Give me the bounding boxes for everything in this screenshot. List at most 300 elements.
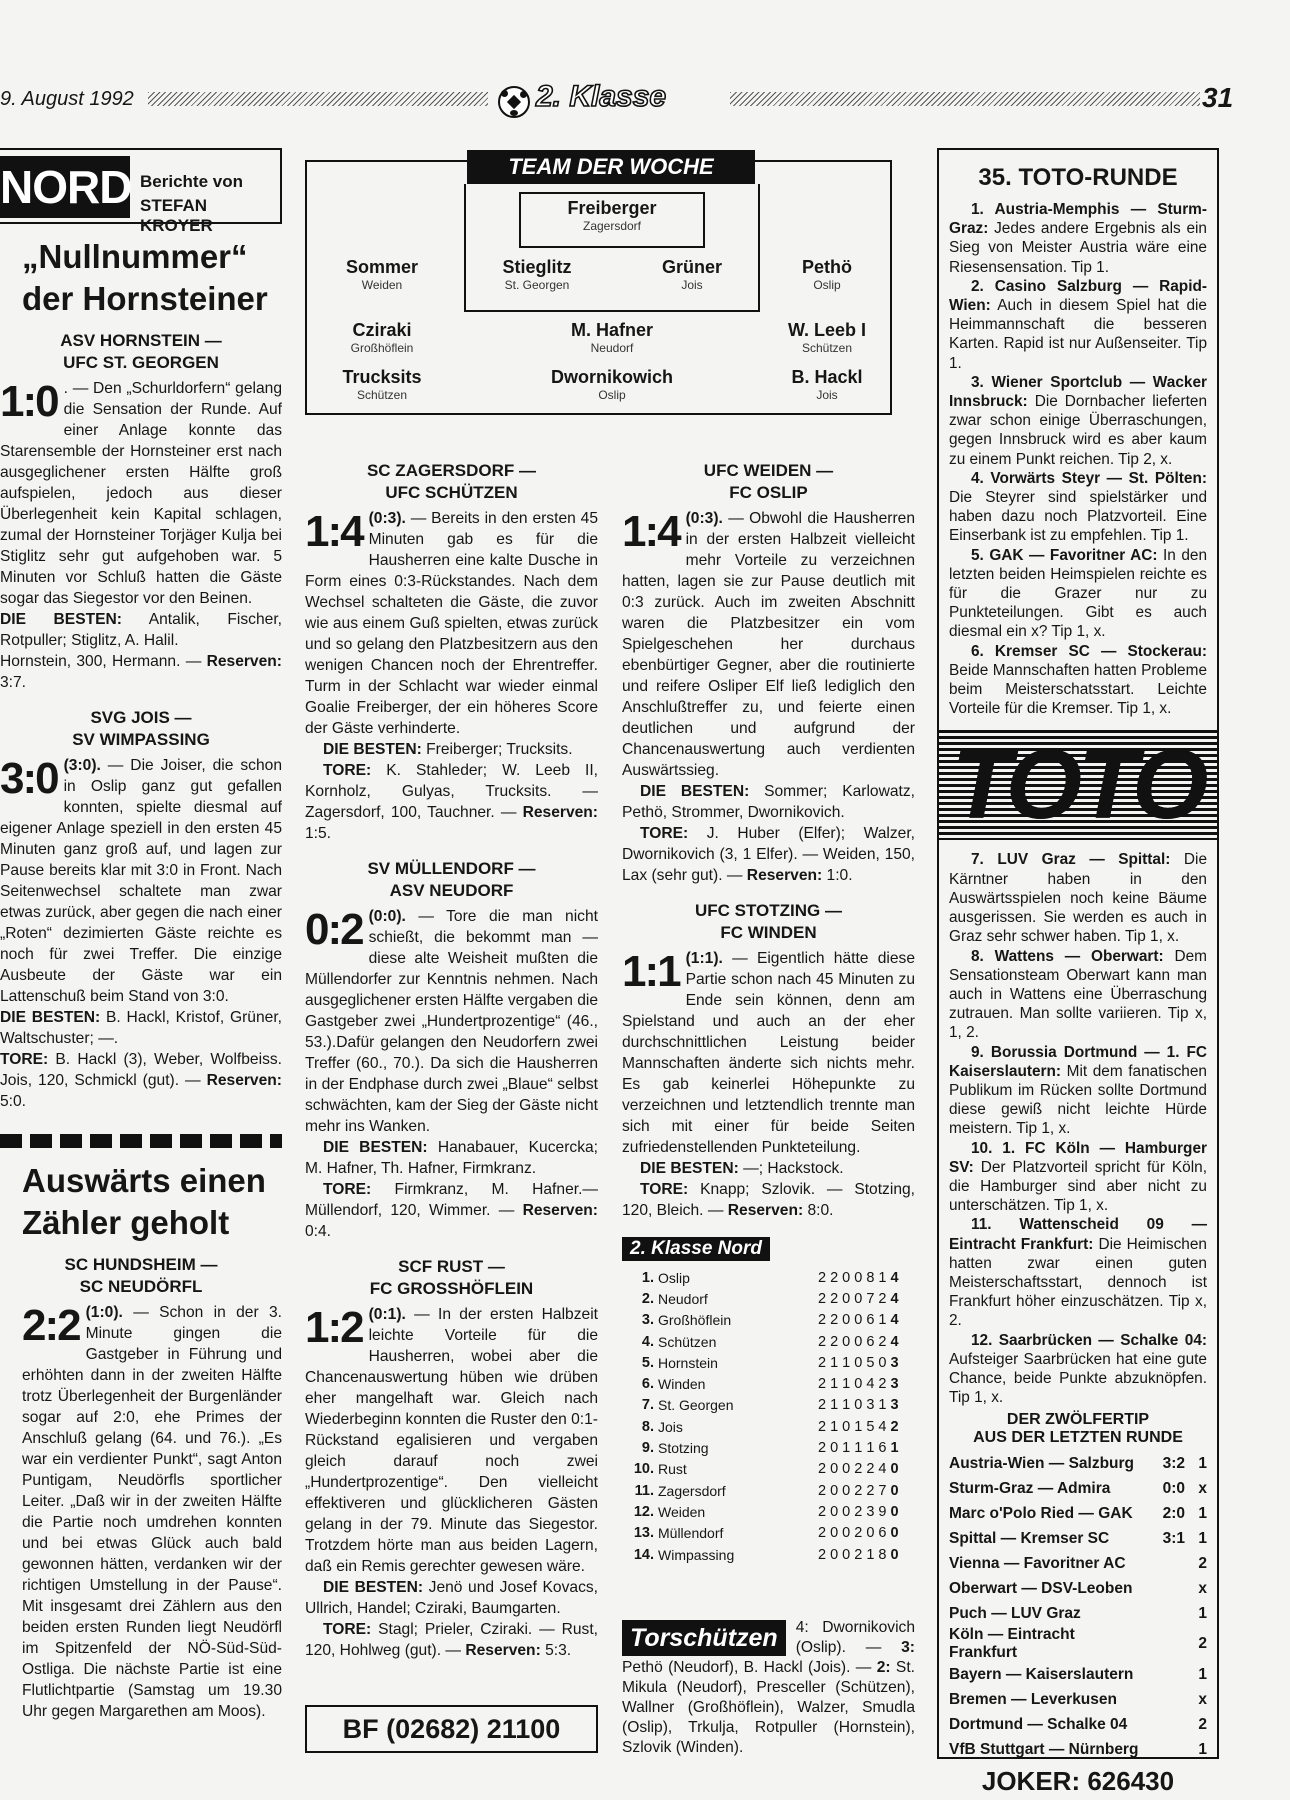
zw-match: Oberwart — DSV-Leoben: [949, 1579, 1133, 1597]
toto-tip-head: 10. 1. FC Köln — Hamburger SV:: [949, 1139, 1207, 1176]
player-club: Großhöflein: [350, 341, 414, 355]
match-8-half: (1:1).: [685, 950, 723, 967]
table-value: 4: [890, 1333, 899, 1350]
match-2-score: 3:0: [0, 754, 58, 803]
table-value: 2: [818, 1418, 827, 1435]
toto-tip-head: 8. Wattens — Oberwart:: [971, 947, 1164, 965]
table-row: [630, 1352, 901, 1373]
table-value: 1: [866, 1440, 875, 1457]
player-club: Weiden: [361, 278, 403, 292]
zw-score: [1145, 1712, 1185, 1737]
table-value: 1: [830, 1397, 839, 1414]
table-value: 0: [854, 1290, 863, 1307]
player-name: Sommer: [345, 257, 419, 277]
zw-row: [949, 1662, 1207, 1687]
toto-tip: [949, 642, 1207, 719]
match-1-res-label: Reserven:: [201, 653, 282, 670]
byline-2: STEFAN KROYER: [140, 196, 213, 235]
match-1-title: ASV HORNSTEIN —: [60, 331, 222, 350]
zw-score: [1145, 1687, 1185, 1712]
toto-tip: [949, 469, 1207, 546]
goalkeeper-box: [519, 192, 705, 248]
table-value: 2: [818, 1290, 827, 1307]
zw-tip: 2: [1198, 1715, 1207, 1733]
match-4-half: (0:3).: [368, 510, 406, 527]
match-1-misc: Hornstein, 300, Hermann. —: [0, 653, 202, 670]
table-value: 0: [854, 1397, 863, 1414]
zw-row: [949, 1451, 1207, 1476]
match-8-best: —; Hackstock.: [738, 1160, 844, 1177]
match-5-res: 0:4.: [305, 1223, 332, 1240]
table-team: Zagersdorf: [658, 1482, 726, 1499]
player-name: Cziraki: [352, 320, 412, 340]
table-value: 1: [842, 1397, 851, 1414]
table-pos: 1.: [641, 1269, 654, 1286]
table-value: 2: [818, 1482, 827, 1499]
table-value: 2: [818, 1546, 827, 1563]
table-value: 1: [878, 1397, 887, 1414]
zw-tip: 1: [1198, 1604, 1207, 1622]
player-club: Jois: [816, 388, 838, 402]
toto-tip: [949, 947, 1207, 1043]
match-6-text: — In der ersten Halbzeit leichte Vorteile für die Hausherren, wobei aber die Chancenauswertung hüben wie drüben eher mangelhaft war. Gleich nach Wiederbeginn konnten die Ruster den 0:1-Rückstand egalisieren und vergaben gleich darauf noch zwei „Hundertprozentige“. Den vielleicht effektiveren und glücklicheren Gästen gelang in der 79. Minute das Siegestor. Trotzdem hörte man aus beiden Lagern, daß ein Remis gerechter gewesen wäre.: [305, 1306, 598, 1575]
zw-score: 2:0: [1162, 1504, 1185, 1522]
zw-tip: 1: [1198, 1454, 1207, 1472]
column-left: [0, 148, 282, 1722]
match-3-title-b: SC NEUDÖRFL: [79, 1277, 203, 1296]
table-value: 6: [866, 1312, 875, 1329]
table-value: 3: [890, 1397, 899, 1414]
table-pos: 14.: [633, 1546, 654, 1563]
match-8-res-label: Reserven:: [723, 1202, 804, 1219]
header-rule-left: [148, 92, 488, 106]
zw-row: [949, 1601, 1207, 1626]
table-value: 4: [878, 1461, 887, 1478]
table-value: 3: [866, 1397, 875, 1414]
player-slot: [617, 257, 767, 292]
match-5-res-label: Reserven:: [514, 1202, 598, 1219]
table-value: 2: [878, 1333, 887, 1350]
table-value: 2: [890, 1418, 899, 1435]
table-value: 2: [830, 1290, 839, 1307]
match-7-title-b: FC OSLIP: [729, 483, 808, 502]
zw-score: [1145, 1601, 1185, 1626]
table-row: [630, 1310, 901, 1331]
match-6-title-b: FC GROSSHÖFLEIN: [369, 1279, 534, 1298]
zw-row: [949, 1526, 1207, 1551]
headline-1a: „Nullnummer“: [22, 238, 248, 275]
table-pos: 11.: [634, 1482, 654, 1499]
table-team: Müllendorf: [658, 1525, 724, 1542]
zw-tip: 1: [1198, 1665, 1207, 1683]
table-value: 5: [866, 1354, 875, 1371]
toto-tip-text: Auch in diesem Spiel hat die Heimmannschaft die besseren Karten. Rapid ist nur Außenseiter. Tip 1.: [949, 297, 1207, 372]
zw-score: [1145, 1576, 1185, 1601]
table-team: Großhöflein: [658, 1312, 732, 1329]
match-3-half: (1:0).: [85, 1304, 123, 1321]
table-value: 2: [854, 1482, 863, 1499]
zw-tip: 1: [1198, 1529, 1207, 1547]
table-pos: 5.: [641, 1354, 654, 1371]
table-value: 2: [830, 1312, 839, 1329]
table-value: 2: [830, 1333, 839, 1350]
player-club: Oslip: [813, 278, 841, 292]
table-row: [630, 1331, 901, 1352]
table-value: 1: [842, 1440, 851, 1457]
zw-row: [949, 1737, 1207, 1762]
table-value: 0: [842, 1333, 851, 1350]
table-value: 0: [842, 1290, 851, 1307]
zw-tip: x: [1198, 1579, 1207, 1597]
toto-tip-text: Die Kärntner haben in den Auswärtsspielen noch keine Bäume ausgerissen. Sie werden es auch in Graz sehr schwer haben. Tip 1, x.: [949, 851, 1208, 946]
match-3-text: — Schon in der 3. Minute gingen die Gastgeber in Führung und erhöhten dann in der zweiten Hälfte trotz Überlegenheit der Burgenländer sogar auf 2:0, ehe Primes der Anschluß gelang (64. und 76.). „Es war ein verdienter Punkt“, sagt Anton Puntigam, Neudörfls sportlicher Leiter. „Daß wir in der zweiten Hälfte die Partie noch umdrehen konnten und bei etwas Glück auch bald gewonnen hätten, verdanken wir der richtigen Umstellung in der Pause“. Mit insgesamt drei Zählern aus den beiden ersten Runden liegt Neudörfl im Spitzenfeld der NÖ-Süd-Süd-Ostliga. Die nächste Partie ist eine Flutlichtpartie (Samstag um 19.30 Uhr gegen Margarethen am Moos).: [22, 1304, 282, 1720]
match-4-title: SC ZAGERSDORF —: [366, 461, 537, 480]
table-value: 0: [830, 1461, 839, 1478]
toto-tip-text: Mit dem fanatischen Publikum im Rücken sollte Dortmund diese gewiß nicht leichte Hürde meistern. Tip 1, x.: [949, 1062, 1207, 1138]
zw-score: [1145, 1626, 1185, 1662]
match-2-tore-label: TORE:: [0, 1051, 49, 1068]
zw-score: [1145, 1737, 1185, 1762]
table-team: Neudorf: [658, 1290, 708, 1307]
nord-label: NORD: [0, 156, 130, 218]
table-value: 0: [854, 1376, 863, 1393]
match-7-res-label: Reserven:: [742, 867, 823, 884]
table-pos: 4.: [641, 1333, 654, 1350]
standings-table: [630, 1267, 901, 1565]
toto-tip: [949, 1139, 1207, 1216]
table-value: 2: [818, 1461, 827, 1478]
table-team: Rust: [658, 1461, 687, 1478]
toto-tip-head: 9. Borussia Dortmund — 1. FC Kaiserslautern:: [949, 1043, 1207, 1080]
table-value: 0: [854, 1333, 863, 1350]
team-of-week-box: [305, 154, 892, 415]
toto-tip-head: 7. LUV Graz — Spittal:: [971, 851, 1171, 869]
match-2-best: B. Hackl, Kristof, Grüner, Waltschuster; —.: [0, 1009, 282, 1047]
match-4-best-label: DIE BESTEN:: [323, 741, 422, 758]
scorers-title: Torschützen: [622, 1620, 786, 1656]
match-5-title-b: ASV NEUDORF: [389, 881, 514, 900]
player-name: Dwornikowich: [550, 367, 673, 387]
match-7-res: 1:0.: [822, 867, 853, 884]
match-4-text: — Bereits in den ersten 45 Minuten gab es für die Hausherren eine kalte Dusche in Form eines 0:3-Rückstandes. Nach dem Wechsel schalteten die Gäste, die zuvor wie aus einem Guß spielten, etwas zurück und so gelang den Platzbesitzern aus den wenigen Chancen noch der Ehrentreffer. Turm in der Schlacht war wieder einmal Goalie Freiberger, der ein höheres Score der Gäste verhinderte.: [305, 510, 598, 737]
table-value: 1: [878, 1269, 887, 1286]
table-row: [630, 1459, 901, 1480]
table-value: 0: [890, 1503, 899, 1520]
table-value: 6: [878, 1440, 887, 1457]
match-4-res-label: Reserven:: [516, 804, 599, 821]
column-right: [622, 460, 915, 1565]
table-value: 1: [854, 1440, 863, 1457]
match-8-score: 1:1: [622, 947, 680, 996]
match-5-score: 0:2: [305, 905, 363, 954]
match-5-title: SV MÜLLENDORF —: [367, 859, 536, 878]
table-row: [630, 1544, 901, 1565]
table-value: 2: [818, 1503, 827, 1520]
toto-tip-head: 5. GAK — Favoritner AC:: [971, 546, 1158, 564]
table-value: 4: [890, 1290, 899, 1307]
table-value: 0: [830, 1546, 839, 1563]
zw-tip: 1: [1198, 1740, 1207, 1758]
toto-tip-head: 4. Vorwärts Steyr — St. Pölten:: [971, 469, 1207, 487]
match-4-title-b: UFC SCHÜTZEN: [385, 483, 518, 502]
zw-match: Marc o'Polo Ried — GAK: [949, 1504, 1133, 1522]
zw-row: [949, 1626, 1207, 1662]
zw-tip: 2: [1198, 1635, 1207, 1653]
table-value: 2: [866, 1482, 875, 1499]
match-6-tore-label: TORE:: [323, 1621, 372, 1638]
table-value: 0: [890, 1525, 899, 1542]
player-name: B. Hackl: [791, 367, 863, 387]
match-6-score: 1:2: [305, 1303, 363, 1352]
table-pos: 10.: [633, 1461, 654, 1478]
zw-row: [949, 1476, 1207, 1501]
table-value: 0: [890, 1482, 899, 1499]
header-rule-right: [730, 92, 1200, 106]
scorers-4: 2:: [871, 1659, 891, 1676]
player-name: Trucksits: [342, 367, 422, 387]
toto-tip-text: Dem Sensationsteam Oberwart kann man auch in Wattens eine Überraschung zutrauen. Man sollte variieren. Tip x, 1, 2.: [949, 947, 1207, 1042]
headline-2b: Zähler geholt: [22, 1204, 230, 1241]
table-value: 0: [854, 1312, 863, 1329]
player-name: Stieglitz: [502, 257, 572, 277]
match-8-best-label: DIE BESTEN:: [640, 1160, 739, 1177]
match-6-best: Jenö und Josef Kovacs, Ullrich, Handel; Cziraki, Baumgarten.: [305, 1579, 598, 1617]
match-7-text: — Obwohl die Hausherren in der ersten Halbzeit vielleicht mehr Vorteile zu verzeichnen hatten, lagen sie zur Pause deutlich mit 0:3 zurück. Auch im zweiten Abschnitt waren die Platzbesitzer ein vom Spielgeschehen her durchaus ebenbürtiger Gegner, aber die routinierte und reifere Osliper Elf ließ lediglich den Anschlußtreffer zu, und feierte einen deutlichen und aufgrund der Chancenauswertung auch verdienten Auswärtssieg.: [622, 510, 915, 779]
zw-score: 0:0: [1162, 1479, 1185, 1497]
toto-tip: [949, 850, 1207, 946]
headline-1b: der Hornsteiner: [22, 280, 268, 317]
player-slot: [457, 257, 617, 292]
table-pos: 3.: [641, 1312, 654, 1329]
table-row: [630, 1416, 901, 1437]
toto-tip-head: 2. Casino Salzburg — Rapid-Wien:: [949, 277, 1207, 315]
table-value: 3: [890, 1354, 899, 1371]
match-1-title-b: UFC ST. GEORGEN: [63, 353, 219, 372]
match-8-res: 8:0.: [803, 1202, 834, 1219]
standings-title: 2. Klasse Nord: [622, 1237, 770, 1261]
table-row: [630, 1267, 901, 1288]
toto-tip-head: 12. Saarbrücken — Schalke 04:: [971, 1331, 1207, 1349]
table-value: 4: [890, 1312, 899, 1329]
table-team: Weiden: [658, 1503, 706, 1520]
table-value: 0: [830, 1440, 839, 1457]
soccer-ball-icon: [498, 86, 530, 118]
table-value: 9: [878, 1503, 887, 1520]
zw-match: Spittal — Kremser SC: [949, 1529, 1110, 1547]
table-value: 0: [878, 1354, 887, 1371]
match-2-text: — Die Joiser, die schon in Oslip ganz gut gefallen konnten, spielte diesmal auf eigener Anlage speziell in den ersten 45 Minuten ganz groß auf, und lagen zur Pause bereits klar mit 3:0 in Front. Nach Seitenwechsel schaltete man zwar etwas zurück, aber gegen die nach einer „Roten“ dezimierten Gäste reichte es noch für zwei Treffer. Die einzige Ausbeute der Gäste war ein Lattenschuß beim Stand von 3:0.: [0, 757, 282, 1005]
zw-tip: 2: [1198, 1554, 1207, 1572]
toto-tip-text: Aufsteiger Saarbrücken hat eine gute Chance, beide Punkte abzuknöpfen. Tip 1, x.: [949, 1350, 1207, 1407]
match-4-score: 1:4: [305, 507, 363, 556]
table-value: 0: [890, 1546, 899, 1563]
player-club: St. Georgen: [504, 278, 570, 292]
table-pos: 9.: [641, 1440, 654, 1457]
table-pos: 7.: [641, 1397, 654, 1414]
header-date: 9. August 1992: [0, 88, 134, 110]
zw-row: [949, 1712, 1207, 1737]
table-team: St. Georgen: [658, 1397, 734, 1414]
match-8-text: — Eigentlich hätte diese Partie schon nach 45 Minuten zu Ende sein können, denn am Spielstand und auch an der eher durchschnittlichen Leistung beider Mannschaften änderte sich nichts mehr. Es gab keinerlei Höhepunkte zu verzeichnen und letztendlich trennte man sich mit einer für beide Seiten zufriedenstellenden Punkteteilung.: [622, 950, 915, 1156]
match-6-half: (0:1).: [368, 1306, 406, 1323]
table-value: 2: [830, 1269, 839, 1286]
page-number: 31: [1202, 82, 1234, 113]
scorers-3: Pethö (Neudorf), B. Hackl (Jois). —: [622, 1659, 872, 1676]
table-value: 2: [818, 1312, 827, 1329]
table-value: 0: [842, 1525, 851, 1542]
table-value: 2: [818, 1397, 827, 1414]
zw-match: Austria-Wien — Salzburg: [949, 1454, 1135, 1472]
match-1-score: 1:0: [0, 377, 58, 426]
table-value: 0: [842, 1546, 851, 1563]
player-name: Freiberger: [567, 198, 657, 218]
table-value: 0: [830, 1525, 839, 1542]
table-team: Hornstein: [658, 1354, 718, 1371]
zw-title-1: DER ZWÖLFERTIP: [1006, 1411, 1150, 1429]
table-value: 1: [842, 1354, 851, 1371]
match-7-best-label: DIE BESTEN:: [640, 783, 750, 800]
table-row: [630, 1373, 901, 1394]
table-row: [630, 1288, 901, 1309]
table-value: 0: [890, 1461, 899, 1478]
header-section: 2. Klasse: [536, 80, 667, 113]
table-value: 2: [818, 1354, 827, 1371]
toto-tip-text: Die Heimischen hatten zwar einen guten Meisterschaftsstart, dennoch ist Frankfurt höher einzuschätzen. Tip x, 2.: [949, 1235, 1207, 1330]
player-slot: [527, 367, 697, 402]
table-value: 2: [854, 1461, 863, 1478]
player-slot: [307, 367, 457, 402]
table-value: 0: [854, 1354, 863, 1371]
player-slot: [762, 257, 892, 292]
joker: JOKER: 626430: [981, 1766, 1175, 1797]
nord-box: [0, 148, 282, 235]
match-3-title: SC HUNDSHEIM —: [64, 1255, 218, 1274]
scorers-5: St. Mikula (Neudorf), Presceller (Schützen), Wallner (Großhöflein), Walzer, Smudla (Oslip), Trkulja, Rotpuller (Hornstein), Szlovik (Winden).: [622, 1659, 915, 1756]
toto-logo: [939, 730, 1217, 840]
table-row: [630, 1480, 901, 1501]
match-2-tore: B. Hackl (3), Weber, Wolfbeiss. Jois, 120, Schmickl (gut). —: [0, 1051, 282, 1089]
headline-2a: Auswärts einen: [22, 1162, 266, 1199]
table-value: 2: [818, 1376, 827, 1393]
player-name: M. Hafner: [570, 320, 653, 340]
zw-tip: x: [1198, 1479, 1207, 1497]
match-4-res: 1:5.: [305, 825, 332, 842]
table-value: 0: [842, 1418, 851, 1435]
match-1-text: . — Den „Schurldorfern“ gelang die Sensation der Runde. Auf einer Anlage konnte das Starensemble der Hornsteiner erst nach ausgeglichener ersten Hälfte groß aufspielen, jedoch aus dieser Überlegenheit kein Kapital schlagen, zumal der Hornsteiner Torjäger Kulja bei Stiglitz sehr gut aufgehoben war. 5 Minuten vor Schluß hatten die Gäste sogar das Siegestor vor den Beinen.: [0, 380, 282, 607]
toto-tip: [949, 1331, 1207, 1408]
table-value: 4: [878, 1418, 887, 1435]
table-value: 2: [854, 1525, 863, 1542]
toto-tip-text: Der Platzvorteil spricht für Köln, die Hamburger sind aber nicht zu unterschätzen. Tip 1, x.: [949, 1158, 1207, 1215]
table-value: 4: [890, 1269, 899, 1286]
match-4-tore-label: TORE:: [323, 762, 372, 779]
table-value: 7: [878, 1482, 887, 1499]
zw-score: [1145, 1662, 1185, 1687]
zw-match: Puch — LUV Graz: [949, 1604, 1081, 1622]
match-7-score: 1:4: [622, 507, 680, 556]
match-7-tore: J. Huber (Elfer); Walzer, Dwornikovich (3, 1 Elfer). — Weiden, 150, Lax (sehr gut). —: [622, 825, 915, 884]
match-5-text: — Tore die man nicht schießt, die bekommt man — diese alte Weisheit mußten die Müllendorfer zur Kenntnis nehmen. Nach ausgeglichener ersten Hälfte vergaben die Gastgeber zwei „Hundertprozentige“ (46., 53.).Dafür gelangen den Neudorfern zwei Treffer (60., 70.). Da sich die Hausherren in der Endphase durch zwei „Blaue“ selbst schwächten, kam der Sieg der Gäste nicht mehr ins Wanken.: [305, 908, 599, 1135]
table-value: 7: [866, 1290, 875, 1307]
table-pos: 8.: [641, 1418, 654, 1435]
match-2-title-b: SV WIMPASSING: [72, 730, 210, 749]
match-5-best-label: DIE BESTEN:: [323, 1139, 428, 1156]
toto-tip: [949, 277, 1207, 373]
match-6-res-label: Reserven:: [461, 1642, 541, 1659]
toto-tip-text: Beide Mannschaften hatten Probleme beim Meisterschatsstart. Leichte Vorteile für die Kremser. Tip 1, x.: [949, 661, 1207, 718]
table-value: 0: [842, 1482, 851, 1499]
player-slot: [307, 320, 457, 355]
toto-tip-text: Die Dornbacher lieferten zwar schon einige Überraschungen, gegen Innsbruck wird es aber kaum zu einem Punkt reichen. Tip 2, x.: [949, 393, 1207, 468]
zw-score: [1145, 1551, 1185, 1576]
toto-tip-text: Die Steyrer sind spielstärker und haben dazu noch Platzvorteil. Eine Einserbank ist zu empfehlen. Tip 1.: [949, 489, 1207, 545]
player-club: Oslip: [598, 388, 626, 402]
zw-match: VfB Stuttgart — Nürnberg: [949, 1740, 1139, 1758]
match-4-tore: K. Stahleder; W. Leeb II, Kornholz, Gulyas, Trucksits. — Zagersdorf, 100, Tauchner. —: [305, 762, 598, 821]
scorers-1: 4: Dwornikovich (Oslip). —: [795, 1619, 915, 1656]
table-value: 4: [866, 1376, 875, 1393]
table-value: 2: [866, 1461, 875, 1478]
zw-row: [949, 1551, 1207, 1576]
table-value: 0: [830, 1482, 839, 1499]
table-value: 1: [890, 1440, 899, 1457]
zw-row: [949, 1501, 1207, 1526]
toto-tip: [949, 200, 1207, 277]
match-6-best-label: DIE BESTEN:: [323, 1579, 424, 1596]
table-value: 2: [818, 1525, 827, 1542]
table-pos: 12.: [633, 1503, 654, 1520]
table-value: 1: [830, 1354, 839, 1371]
toto-box: [937, 148, 1219, 1797]
match-8-tore-label: TORE:: [640, 1181, 689, 1198]
table-value: 3: [866, 1503, 875, 1520]
player-slot: [762, 320, 892, 355]
table-row: [630, 1437, 901, 1458]
table-value: 0: [830, 1503, 839, 1520]
match-7-half: (0:3).: [685, 510, 723, 527]
player-name: W. Leeb I: [787, 320, 866, 340]
phone-box: BF (02682) 21100: [305, 1705, 598, 1753]
table-value: 1: [830, 1418, 839, 1435]
player-club: Jois: [681, 278, 703, 292]
zwoelfertip-table: [949, 1451, 1207, 1762]
match-5-tore: Firmkranz, M. Hafner.— Müllendorf, 120, Wimmer. —: [305, 1181, 598, 1219]
table-value: 0: [842, 1269, 851, 1286]
table-value: 1: [866, 1546, 875, 1563]
table-value: 2: [818, 1269, 827, 1286]
toto-tips-b: [949, 850, 1207, 1407]
match-8-title: UFC STOTZING —: [694, 901, 842, 920]
scorers-block: [622, 1618, 915, 1758]
zw-score: 3:1: [1162, 1529, 1185, 1547]
match-7-tore-label: TORE:: [640, 825, 689, 842]
table-value: 3: [890, 1376, 899, 1393]
table-team: Schützen: [658, 1333, 717, 1350]
match-5-best: Hanabauer, Kucercka; M. Hafner, Th. Hafner, Firmkranz.: [305, 1139, 598, 1177]
table-value: 0: [842, 1461, 851, 1478]
table-team: Winden: [658, 1376, 706, 1393]
table-team: Oslip: [658, 1269, 690, 1286]
toto-tip-head: 3. Wiener Sportclub — Wacker Innsbruck:: [949, 373, 1207, 411]
player-club: Schützen: [356, 388, 408, 402]
zw-match: Vienna — Favoritner AC: [949, 1554, 1126, 1572]
zw-tip: x: [1198, 1690, 1207, 1708]
table-value: 1: [842, 1376, 851, 1393]
player-slot: [307, 257, 457, 292]
dashed-divider: [0, 1134, 282, 1148]
player-slot: [762, 367, 892, 402]
table-value: 0: [854, 1269, 863, 1286]
